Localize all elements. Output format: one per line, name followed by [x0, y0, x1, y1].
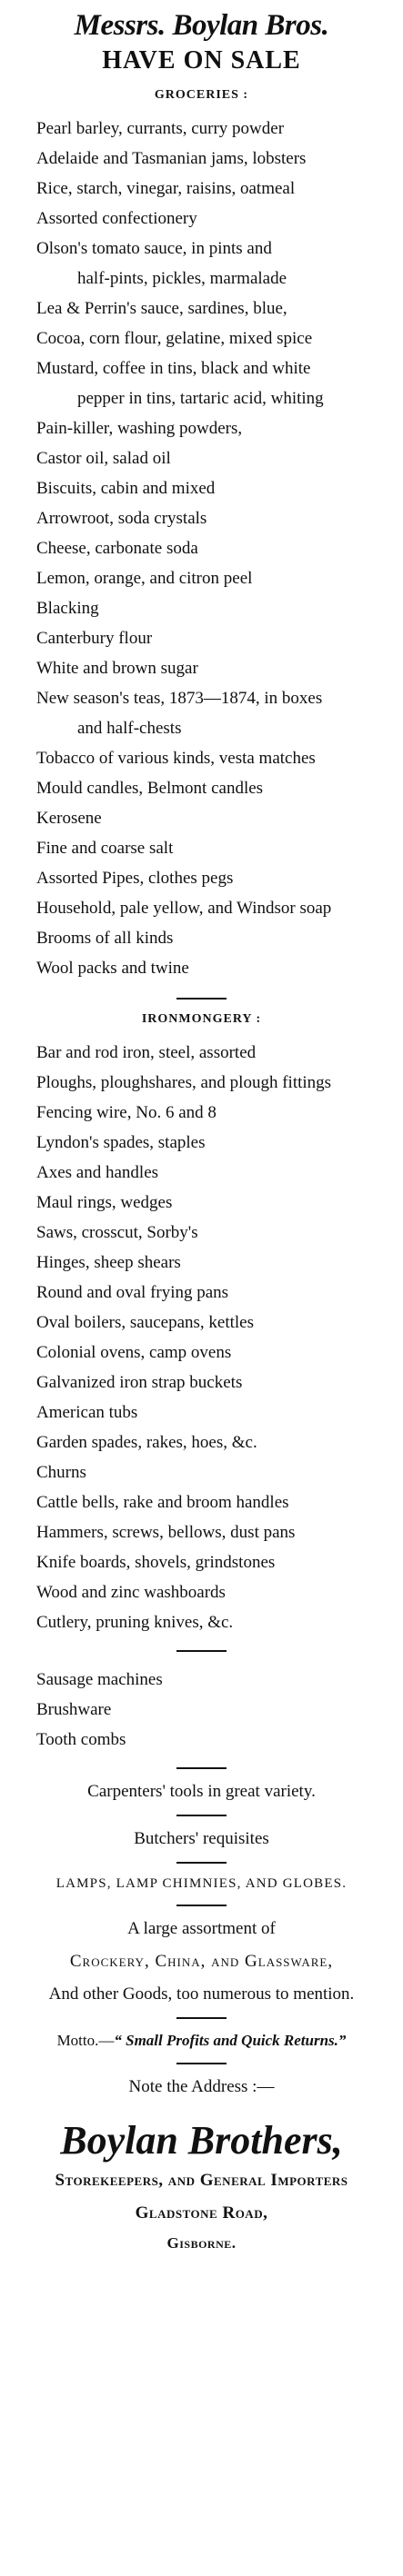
divider — [176, 1815, 227, 1816]
firm-town: Gisborne. — [166, 2234, 237, 2252]
lamps-line: LAMPS, LAMP CHIMNIES, AND GLOBES. — [55, 1876, 348, 1891]
list-item: Tobacco of various kinds, vesta matches — [36, 749, 316, 768]
list-item: Saws, crosscut, Sorby's — [36, 1223, 198, 1242]
list-item: Mustard, coffee in tins, black and white — [36, 359, 311, 378]
list-item: Cocoa, corn flour, gelatine, mixed spice — [36, 329, 313, 348]
motto — [0, 2032, 403, 2050]
list-item: Biscuits, cabin and mixed — [36, 479, 216, 498]
list-item-continuation: pepper in tins, tartaric acid, whiting — [77, 389, 324, 408]
list-item: Household, pale yellow, and Windsor soap — [36, 899, 332, 918]
list-item: Canterbury flour — [36, 629, 153, 648]
list-item: Lyndon's spades, staples — [36, 1133, 206, 1152]
list-item: Brooms of all kinds — [36, 929, 174, 948]
list-item: Castor oil, salad oil — [36, 449, 171, 468]
list-item: Cheese, carbonate soda — [36, 539, 198, 558]
list-item: Lemon, orange, and citron peel — [36, 569, 253, 588]
list-item: Brushware — [36, 1700, 112, 1719]
list-item-continuation: half-pints, pickles, marmalade — [77, 269, 287, 288]
advert-subtitle: HAVE ON SALE — [102, 46, 301, 75]
firm-street: Gladstone Road, — [135, 2203, 268, 2223]
divider — [176, 1862, 227, 1864]
list-item: Churns — [36, 1463, 86, 1482]
list-item: Fine and coarse salt — [36, 839, 174, 858]
list-item: Cutlery, pruning knives, &c. — [36, 1613, 234, 1632]
list-item: Wood and zinc washboards — [36, 1583, 226, 1602]
divider — [176, 1650, 227, 1652]
divider — [176, 2063, 227, 2064]
list-item: Fencing wire, No. 6 and 8 — [36, 1103, 217, 1122]
groceries-list — [0, 114, 403, 983]
list-item-continuation: and half-chests — [77, 719, 182, 738]
groceries-heading: GROCERIES : — [154, 88, 249, 102]
divider — [176, 1767, 227, 1769]
list-item: Oval boilers, saucepans, kettles — [36, 1313, 255, 1332]
list-item: New season's teas, 1873—1874, in boxes — [36, 689, 323, 708]
carpenters-tools-line: Carpenters' tools in great variety. — [87, 1782, 316, 1801]
firm-name: Boylan Brothers, — [60, 2118, 343, 2163]
list-item: Assorted confectionery — [36, 209, 197, 228]
list-item: Bar and rod iron, steel, assorted — [36, 1043, 257, 1062]
list-item: Tooth combs — [36, 1730, 126, 1749]
butchers-requisites-line: Butchers' requisites — [134, 1829, 269, 1848]
firm-description: Storekeepers, and General Importers — [55, 2171, 348, 2190]
crockery-heading: Crockery, China, and Glassware, — [69, 1952, 334, 1971]
list-item: Galvanized iron strap buckets — [36, 1373, 243, 1392]
list-item: Hammers, screws, bellows, dust pans — [36, 1523, 296, 1542]
motto-label: Motto.— — [56, 2032, 115, 2049]
list-item: Kerosene — [36, 809, 102, 828]
list-item: White and brown sugar — [36, 659, 198, 678]
list-item: Pain-killer, washing powders, — [36, 419, 243, 438]
list-item: Adelaide and Tasmanian jams, lobsters — [36, 149, 307, 168]
list-item: Cattle bells, rake and broom handles — [36, 1493, 289, 1512]
list-item: Assorted Pipes, clothes pegs — [36, 869, 234, 888]
divider — [176, 2017, 227, 2019]
crockery-note: And other Goods, too numerous to mention. — [48, 1984, 355, 2004]
misc-list — [0, 1665, 403, 1755]
list-item: Axes and handles — [36, 1163, 159, 1182]
crockery-intro: A large assortment of — [127, 1919, 276, 1938]
list-item: American tubs — [36, 1403, 138, 1422]
list-item: Hinges, sheep shears — [36, 1253, 181, 1272]
list-item: Garden spades, rakes, hoes, &c. — [36, 1433, 257, 1452]
list-item: Sausage machines — [36, 1670, 163, 1689]
list-item: Colonial ovens, camp ovens — [36, 1343, 232, 1362]
motto-text: “ Small Profits and Quick Returns.” — [114, 2032, 347, 2049]
list-item: Maul rings, wedges — [36, 1193, 173, 1212]
advert-title: Messrs. Boylan Bros. — [74, 9, 329, 42]
address-note: Note the Address :— — [128, 2077, 275, 2096]
list-item: Lea & Perrin's sauce, sardines, blue, — [36, 299, 287, 318]
list-item: Pearl barley, currants, curry powder — [36, 119, 285, 138]
list-item: Knife boards, shovels, grindstones — [36, 1553, 276, 1572]
list-item: Mould candles, Belmont candles — [36, 779, 264, 798]
list-item: Round and oval frying pans — [36, 1283, 229, 1302]
list-item: Ploughs, ploughshares, and plough fittings — [36, 1073, 332, 1092]
list-item: Rice, starch, vinegar, raisins, oatmeal — [36, 179, 296, 198]
list-item: Olson's tomato sauce, in pints and — [36, 239, 272, 258]
divider — [176, 998, 227, 1000]
list-item: Arrowroot, soda crystals — [36, 509, 207, 528]
ironmongery-list — [0, 1038, 403, 1637]
list-item: Blacking — [36, 599, 99, 618]
list-item: Wool packs and twine — [36, 959, 189, 978]
divider — [176, 1905, 227, 1906]
ironmongery-heading: IRONMONGERY : — [141, 1012, 262, 1026]
